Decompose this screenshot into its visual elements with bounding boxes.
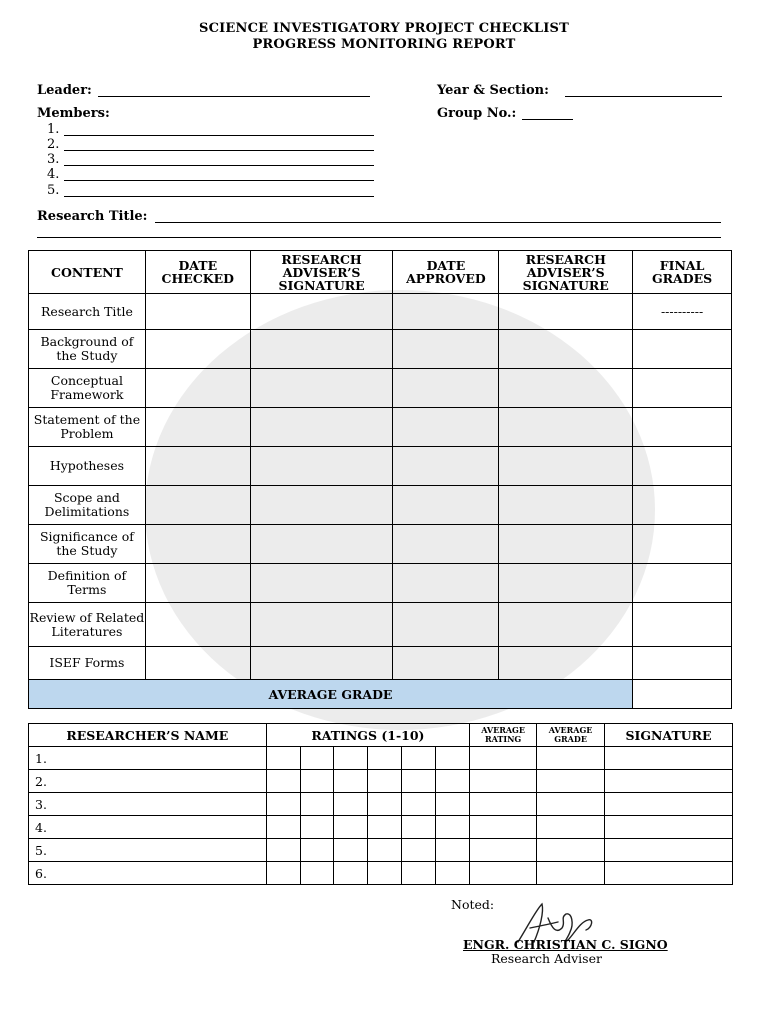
date-approved-cell[interactable] (393, 408, 499, 447)
table-row (29, 564, 732, 603)
date-checked-cell[interactable] (145, 486, 250, 525)
rating-cell[interactable] (368, 862, 402, 885)
final-grade-cell: ---------- (633, 294, 732, 330)
researcher-name-cell[interactable]: 5. (29, 839, 267, 862)
rating-cell[interactable] (334, 862, 368, 885)
table-row (29, 294, 732, 330)
final-grade-cell[interactable] (633, 647, 732, 680)
member-4-field[interactable] (64, 166, 374, 181)
final-grade-cell[interactable] (633, 486, 732, 525)
rating-cell[interactable] (368, 816, 402, 839)
date-checked-cell[interactable] (145, 330, 250, 369)
header-average-rating: AVERAGE RATING (470, 724, 537, 747)
signature-cell[interactable] (250, 369, 393, 408)
average-rating-cell[interactable] (470, 793, 537, 816)
signature-cell[interactable] (250, 447, 393, 486)
ratings-table (28, 723, 733, 885)
rating-cell[interactable] (266, 816, 300, 839)
average-rating-cell[interactable] (470, 747, 537, 770)
date-approved-cell[interactable] (393, 647, 499, 680)
research-title-label: Research Title: (37, 209, 148, 224)
table-row (29, 747, 733, 770)
rating-cell[interactable] (402, 793, 436, 816)
member-1-field[interactable] (64, 121, 374, 136)
header-ratings: RATINGS (1-10) (266, 724, 470, 747)
signature-cell[interactable] (250, 647, 393, 680)
researcher-name-cell[interactable]: 6. (29, 862, 267, 885)
ratings-header-row (29, 724, 733, 747)
signature-cell[interactable] (605, 770, 733, 793)
average-grade-cell[interactable] (537, 839, 605, 862)
rating-cell[interactable] (266, 747, 300, 770)
rating-cell[interactable] (402, 816, 436, 839)
row-label: Review of Related Literatures (29, 603, 146, 647)
signature-cell[interactable] (250, 294, 393, 330)
group-no-label: Group No.: (437, 106, 517, 121)
rating-cell[interactable] (266, 793, 300, 816)
rating-cell[interactable] (436, 747, 470, 770)
signature-cell[interactable] (605, 839, 733, 862)
checklist-header-row (29, 251, 732, 294)
average-grade-cell[interactable] (537, 793, 605, 816)
rating-cell[interactable] (334, 770, 368, 793)
rating-cell[interactable] (402, 747, 436, 770)
average-rating-cell[interactable] (470, 839, 537, 862)
average-grade-label: AVERAGE GRADE (29, 680, 633, 709)
row-label: Conceptual Framework (29, 369, 146, 408)
researcher-name-cell[interactable]: 4. (29, 816, 267, 839)
table-row (29, 770, 733, 793)
row-label: Background of the Study (29, 330, 146, 369)
rating-cell[interactable] (334, 816, 368, 839)
rating-cell[interactable] (300, 770, 334, 793)
row-label: Definition of Terms (29, 564, 146, 603)
header-final-grades: FINAL GRADES (633, 251, 732, 294)
signature-cell[interactable] (499, 603, 633, 647)
signature-cell[interactable] (250, 525, 393, 564)
date-approved-cell[interactable] (393, 603, 499, 647)
year-section-label: Year & Section: (437, 83, 549, 98)
date-approved-cell[interactable] (393, 447, 499, 486)
member-5-field[interactable] (64, 182, 374, 197)
signature-cell[interactable] (250, 408, 393, 447)
signature-cell[interactable] (499, 525, 633, 564)
average-grade-cell[interactable] (537, 747, 605, 770)
table-row (29, 330, 732, 369)
table-row (29, 793, 733, 816)
rating-cell[interactable] (300, 747, 334, 770)
rating-cell[interactable] (368, 793, 402, 816)
rating-cell[interactable] (266, 839, 300, 862)
rating-cell[interactable] (368, 839, 402, 862)
signature-cell[interactable] (499, 447, 633, 486)
member-number: 5. (47, 183, 60, 198)
table-row (29, 647, 732, 680)
rating-cell[interactable] (300, 816, 334, 839)
rating-cell[interactable] (334, 747, 368, 770)
table-row (29, 447, 732, 486)
final-grade-cell[interactable] (633, 564, 732, 603)
rating-cell[interactable] (402, 862, 436, 885)
signature-cell[interactable] (499, 369, 633, 408)
rating-cell[interactable] (436, 793, 470, 816)
average-grade-cell[interactable] (537, 770, 605, 793)
rating-cell[interactable] (334, 839, 368, 862)
table-row (29, 486, 732, 525)
row-label: ISEF Forms (29, 647, 146, 680)
final-grade-cell[interactable] (633, 369, 732, 408)
signature-cell[interactable] (499, 486, 633, 525)
header-signature: SIGNATURE (605, 724, 733, 747)
document-title: SCIENCE INVESTIGATORY PROJECT CHECKLIST (199, 21, 569, 36)
row-label: Research Title (29, 294, 146, 330)
rating-cell[interactable] (402, 770, 436, 793)
rating-cell[interactable] (300, 862, 334, 885)
rating-cell[interactable] (334, 793, 368, 816)
researcher-name-cell[interactable]: 1. (29, 747, 267, 770)
signature-cell[interactable] (605, 862, 733, 885)
date-checked-cell[interactable] (145, 408, 250, 447)
signature-cell[interactable] (250, 564, 393, 603)
average-grade-cell[interactable] (633, 680, 732, 709)
final-grade-cell[interactable] (633, 408, 732, 447)
row-label: Scope and Delimitations (29, 486, 146, 525)
rating-cell[interactable] (436, 862, 470, 885)
date-approved-cell[interactable] (393, 564, 499, 603)
date-approved-cell[interactable] (393, 294, 499, 330)
row-label: Hypotheses (29, 447, 146, 486)
header-average-grade: AVERAGE GRADE (537, 724, 605, 747)
signature-cell[interactable] (250, 603, 393, 647)
adviser-role: Research Adviser (491, 951, 602, 966)
date-checked-cell[interactable] (145, 294, 250, 330)
signature-cell[interactable] (499, 647, 633, 680)
average-grade-cell[interactable] (537, 862, 605, 885)
average-grade-row (29, 680, 732, 709)
signature-cell[interactable] (499, 330, 633, 369)
signature-cell[interactable] (499, 408, 633, 447)
average-rating-cell[interactable] (470, 862, 537, 885)
researcher-name-cell[interactable]: 2. (29, 770, 267, 793)
table-row (29, 816, 733, 839)
signature-cell[interactable] (250, 486, 393, 525)
researcher-name-cell[interactable]: 3. (29, 793, 267, 816)
rating-cell[interactable] (436, 839, 470, 862)
date-checked-cell[interactable] (145, 447, 250, 486)
date-checked-cell[interactable] (145, 369, 250, 408)
header-content: CONTENT (29, 251, 146, 294)
final-grade-cell[interactable] (633, 330, 732, 369)
member-number: 3. (47, 152, 60, 167)
header-researcher-name: RESEARCHER’S NAME (29, 724, 267, 747)
research-title-field-line2[interactable] (37, 223, 721, 238)
table-row (29, 603, 732, 647)
adviser-name: ENGR. CHRISTIAN C. SIGNO (463, 937, 668, 952)
average-grade-cell[interactable] (537, 816, 605, 839)
final-grade-cell[interactable] (633, 447, 732, 486)
final-grade-cell[interactable] (633, 525, 732, 564)
date-checked-cell[interactable] (145, 603, 250, 647)
noted-label: Noted: (451, 897, 495, 912)
member-number: 1. (47, 122, 60, 137)
date-approved-cell[interactable] (393, 330, 499, 369)
date-approved-cell[interactable] (393, 369, 499, 408)
member-3-field[interactable] (64, 151, 374, 166)
signature-cell[interactable] (250, 330, 393, 369)
signature-cell[interactable] (499, 564, 633, 603)
rating-cell[interactable] (402, 839, 436, 862)
table-row (29, 862, 733, 885)
rating-cell[interactable] (300, 793, 334, 816)
signature-cell[interactable] (605, 816, 733, 839)
date-checked-cell[interactable] (145, 647, 250, 680)
leader-field[interactable] (98, 82, 370, 97)
rating-cell[interactable] (266, 862, 300, 885)
date-checked-cell[interactable] (145, 525, 250, 564)
date-approved-cell[interactable] (393, 486, 499, 525)
rating-cell[interactable] (436, 816, 470, 839)
table-row (29, 839, 733, 862)
header-date-approved: DATE APPROVED (393, 251, 499, 294)
research-title-field[interactable] (155, 208, 721, 223)
members-label: Members: (37, 106, 110, 121)
document-subtitle: PROGRESS MONITORING REPORT (252, 37, 516, 52)
table-row (29, 369, 732, 408)
signature-cell[interactable] (499, 294, 633, 330)
final-grade-cell[interactable] (633, 603, 732, 647)
rating-cell[interactable] (300, 839, 334, 862)
checklist-table (28, 250, 732, 709)
rating-cell[interactable] (368, 770, 402, 793)
header-date-checked: DATE CHECKED (145, 251, 250, 294)
rating-cell[interactable] (368, 747, 402, 770)
table-row (29, 408, 732, 447)
leader-label: Leader: (37, 83, 92, 98)
member-2-field[interactable] (64, 136, 374, 151)
date-checked-cell[interactable] (145, 564, 250, 603)
row-label: Statement of the Problem (29, 408, 146, 447)
member-number: 4. (47, 167, 60, 182)
header-adviser-signature-2: RESEARCH ADVISER’S SIGNATURE (499, 251, 633, 294)
group-no-field[interactable] (522, 105, 573, 120)
signature-cell[interactable] (605, 747, 733, 770)
rating-cell[interactable] (436, 770, 470, 793)
average-rating-cell[interactable] (470, 816, 537, 839)
table-row (29, 525, 732, 564)
date-approved-cell[interactable] (393, 525, 499, 564)
row-label: Significance of the Study (29, 525, 146, 564)
average-rating-cell[interactable] (470, 770, 537, 793)
member-number: 2. (47, 137, 60, 152)
header-adviser-signature: RESEARCH ADVISER’S SIGNATURE (250, 251, 393, 294)
signature-cell[interactable] (605, 793, 733, 816)
rating-cell[interactable] (266, 770, 300, 793)
year-section-field[interactable] (565, 82, 722, 97)
